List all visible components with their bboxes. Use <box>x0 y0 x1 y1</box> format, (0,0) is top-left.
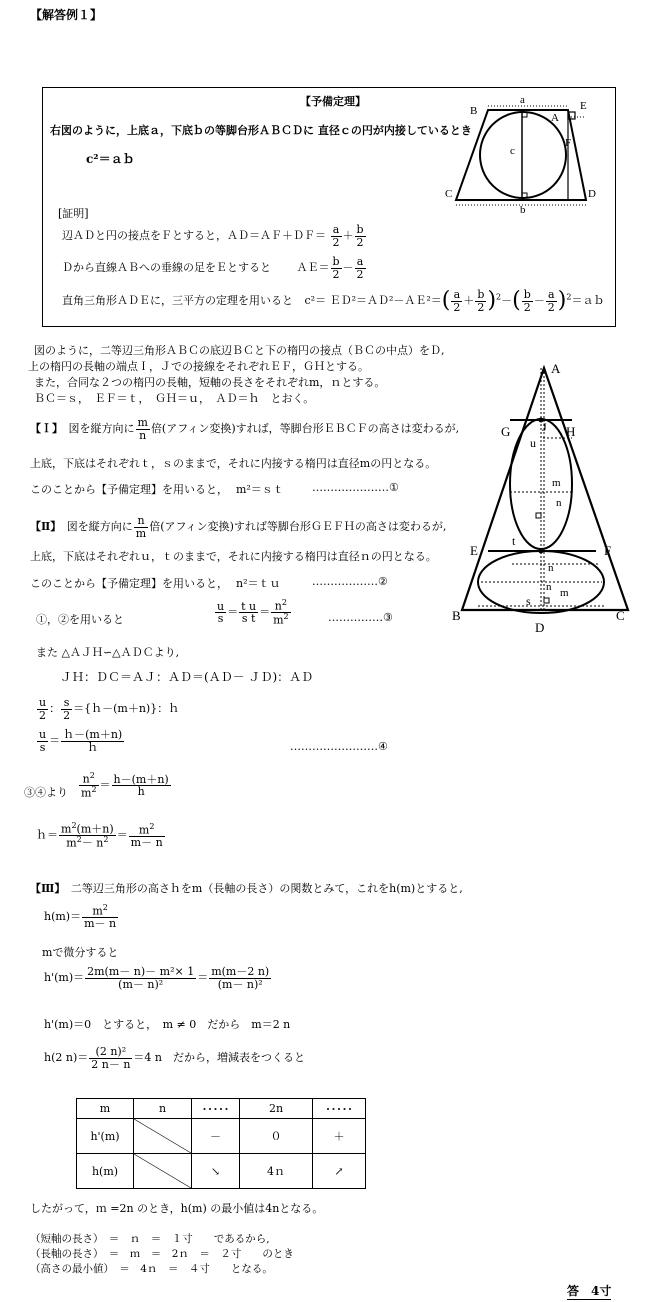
from-34: ③④より <box>24 786 68 799</box>
final-answer: 答 4寸 <box>567 1284 612 1298</box>
fig2-label-A: A <box>551 361 561 376</box>
conclusion-line-2: （短軸の長さ） ＝ ｎ ＝ １寸 であるから, <box>30 1233 270 1245</box>
fig2-label-G: G <box>501 424 511 439</box>
proof-line-3: 直角三角形ＡＤＥに，三平方の定理を用いると c²＝ ＥＤ²＝ＡＤ²－ＡＥ²＝( $\frac{a}{2}$ ＋ $\frac{b}{2}$ )$^2$－( $\frac{b}{2}$ － $\frac{a}{2}$ )$^2$＝ａｂ <box>62 288 605 314</box>
fig-label-C: C <box>445 188 453 200</box>
hm-definition: h(m)＝ $\frac{m^2}{m- n}$ <box>44 903 117 931</box>
table-row <box>77 1154 366 1189</box>
table-cell: － <box>192 1119 240 1154</box>
part2-line-2: 上底，下底はそれぞれｕ，ｔのままで，それに内接する楕円は直径ｎの円となる。 <box>30 550 437 563</box>
table-cell: h'(m) <box>77 1119 134 1154</box>
fig2-label-J: J <box>542 420 547 434</box>
fig-label-E: E <box>580 100 587 112</box>
table-cell: ･････ <box>192 1099 240 1119</box>
fig2-label-t: t <box>512 534 516 548</box>
lemma-result: c²＝ａｂ <box>86 152 135 166</box>
similarity-text: また △ＡＪＨ∽△ＡＤＣより, <box>36 646 180 659</box>
table-cell: m <box>77 1099 134 1119</box>
ratio-line: ＪＨ：ＤＣ＝ＡＪ：ＡＤ＝(ＡＤ－ ＪＤ)：ＡＤ <box>60 670 314 684</box>
h2n-equation: h(2 n)＝ $\frac{\text{(2 n)²}}{2 n- n}$ ＝4 n だから，増減表をつくると <box>44 1045 306 1071</box>
table-cell: 2n <box>240 1099 313 1119</box>
part2-equation: n²＝ｔｕ <box>236 577 281 590</box>
ratio-line-2: $\frac{u}{2}$ ： $\frac{s}{2}$ ＝{ｈ－(m＋n)}：ｈ <box>39 696 180 722</box>
equation-34: $\frac{n^2}{m^2}$ ＝ $\frac{h-(m+n)}{h}$ <box>81 771 169 800</box>
answer-title: 【解答例１】 <box>30 8 103 22</box>
fig-label-A: A <box>551 112 559 124</box>
fig-label-a: a <box>520 94 525 106</box>
lemma-statement: 右図のように，上底ａ，下底ｂの等脚台形ＡＢＣＤに 直径ｃの円が内接しているとき <box>50 124 472 137</box>
fig2-label-m-upper: m <box>552 477 561 489</box>
table-cell: ＋ <box>313 1119 366 1154</box>
table-cell: n <box>134 1099 192 1119</box>
part2-line-1: 【Ⅱ】 図を縦方向に $\frac{n}{m}$ 倍(アフィン変換)すれば等脚台形ＧＥＦＨの高さは変わるが, <box>30 514 447 540</box>
fig2-label-s: s <box>526 594 531 608</box>
ref-3: ……………③ <box>328 611 393 624</box>
intro-line-3: また，合同な２つの楕円の長軸，短軸の長さをそれぞれm，ｎとする。 <box>34 376 386 389</box>
fig-label-b: b <box>520 204 526 214</box>
intro-line-1: 図のように，二等辺三角形ＡＢＣの底辺ＢＣと下の楕円の接点（ＢＣの中点）をＤ, <box>34 344 445 357</box>
fig2-label-D: D <box>535 620 545 635</box>
fig-label-B: B <box>470 105 478 117</box>
fig2-label-C: C <box>616 608 625 623</box>
fig2-label-n-lower: n <box>548 562 554 574</box>
combine-text: ①，②を用いると <box>36 613 124 626</box>
fig2-label-u: u <box>530 436 536 450</box>
table-cell: ０ <box>240 1119 313 1154</box>
proof-label: [証明] <box>58 207 89 220</box>
ref-4: ……………………④ <box>290 740 388 753</box>
table-row <box>77 1119 366 1154</box>
table-cell: ･････ <box>313 1099 366 1119</box>
fig2-label-E: E <box>470 543 478 558</box>
intro-line-2: 上の楕円の長軸の端点Ｉ，Ｊでの接線をそれぞれＥＦ，ＧＨとする。 <box>28 360 369 373</box>
fig2-label-n-upper: n <box>556 497 562 509</box>
part3-intro: 【Ⅲ】 二等辺三角形の高さｈをm（長軸の長さ）の関数とみて，これをh(m)とすると, <box>30 882 463 895</box>
conclusion-line-4: （高さの最小値） ＝ 4ｎ ＝ ４寸 となる。 <box>30 1263 273 1275</box>
table-cell: h(m) <box>77 1154 134 1189</box>
part2-ref: ………………② <box>312 575 388 588</box>
proof-line-1: 辺ＡＤと円の接点をＦとすると，ＡＤ＝ＡＦ＋ＤＦ＝ $\frac{a}{2}$ ＋ $\frac{b}{2}$ <box>62 223 364 249</box>
derivative-equation: h'(m)＝ $\frac{\text{2m(m－ n)－ m²× 1}}{\text{(m－ n)²}}$ ＝ $\frac{m(m-2 n)}{\text{(m－ n)²}}$ <box>44 965 270 991</box>
fig2-label-m-lower: m <box>560 587 569 599</box>
intro-line-4: ＢＣ＝ｓ， ＥＦ＝ｔ， ＧＨ＝ｕ， ＡＤ＝ｈ とおく。 <box>34 392 315 405</box>
proof-line-2: Ｄから直線ＡＢへの垂線の足をＥとすると ＡＥ＝ $\frac{b}{2}$ － $\frac{a}{2}$ <box>62 255 364 281</box>
table-cell-diagonal <box>134 1154 192 1189</box>
equation-h: ｈ＝ $\frac{m^2(m+n)}{m^2- n^2}$ ＝ $\frac{m^2}{m- n}$ <box>36 821 163 850</box>
fig2-label-B: B <box>452 608 461 623</box>
part1-line-3: このことから【予備定理】を用いると， <box>30 483 228 496</box>
equation-4: $\frac{u}{s}$ ＝ $\frac{\text{ｈ－(m＋n)}}{\text{ｈ}}$ <box>39 728 123 754</box>
table-cell: ↗ <box>313 1154 366 1189</box>
derivative-zero: h'(m)＝0 とすると， m ≠ 0 だから m＝2 n <box>44 1018 291 1031</box>
table-header-row <box>77 1099 366 1119</box>
table-cell: ↘ <box>192 1154 240 1189</box>
fig2-label-n-lower-2: n <box>546 581 552 593</box>
table-cell-diagonal <box>134 1119 192 1154</box>
part1-equation: m²＝ｓｔ <box>236 483 284 496</box>
fig-label-D: D <box>588 188 596 200</box>
table-cell: 4ｎ <box>240 1154 313 1189</box>
trapezoid-figure <box>440 92 610 214</box>
equation-3: $\frac{u}{s}$ ＝ $\frac{\text{t u}}{\text{s t}}$ ＝ $\frac{n^2}{m^2}$ <box>217 598 289 627</box>
triangle-ellipse-figure <box>450 358 630 640</box>
fig-label-F: F <box>565 137 572 149</box>
differentiate-text: mで微分すると <box>42 946 119 959</box>
increase-decrease-table <box>76 1098 366 1189</box>
part2-line-3: このことから【予備定理】を用いると， <box>30 577 228 590</box>
fig2-label-H: H <box>566 424 576 439</box>
lemma-title: 【予備定理】 <box>300 95 366 108</box>
conclusion-line-3: （長軸の長さ） ＝ ｍ ＝ 2ｎ ＝ ２寸 のとき <box>30 1248 294 1260</box>
fig2-label-F: F <box>604 543 612 558</box>
part1-line-1: 【Ｉ】 図を縦方向に $\frac{m}{n}$ 倍(アフィン変換)すれば，等脚台形ＥＢＣＦの高さは変わるが, <box>30 416 460 442</box>
part1-line-2: 上底，下底はそれぞれｔ，ｓのままで，それに内接する楕円は直径mの円となる。 <box>30 457 437 470</box>
fig-label-c: c <box>510 145 515 157</box>
conclusion-line-1: したがって，ｍ =2n のとき，h(m) の最小値は4nとなる。 <box>30 1202 324 1215</box>
part1-ref: …………………① <box>312 481 399 494</box>
